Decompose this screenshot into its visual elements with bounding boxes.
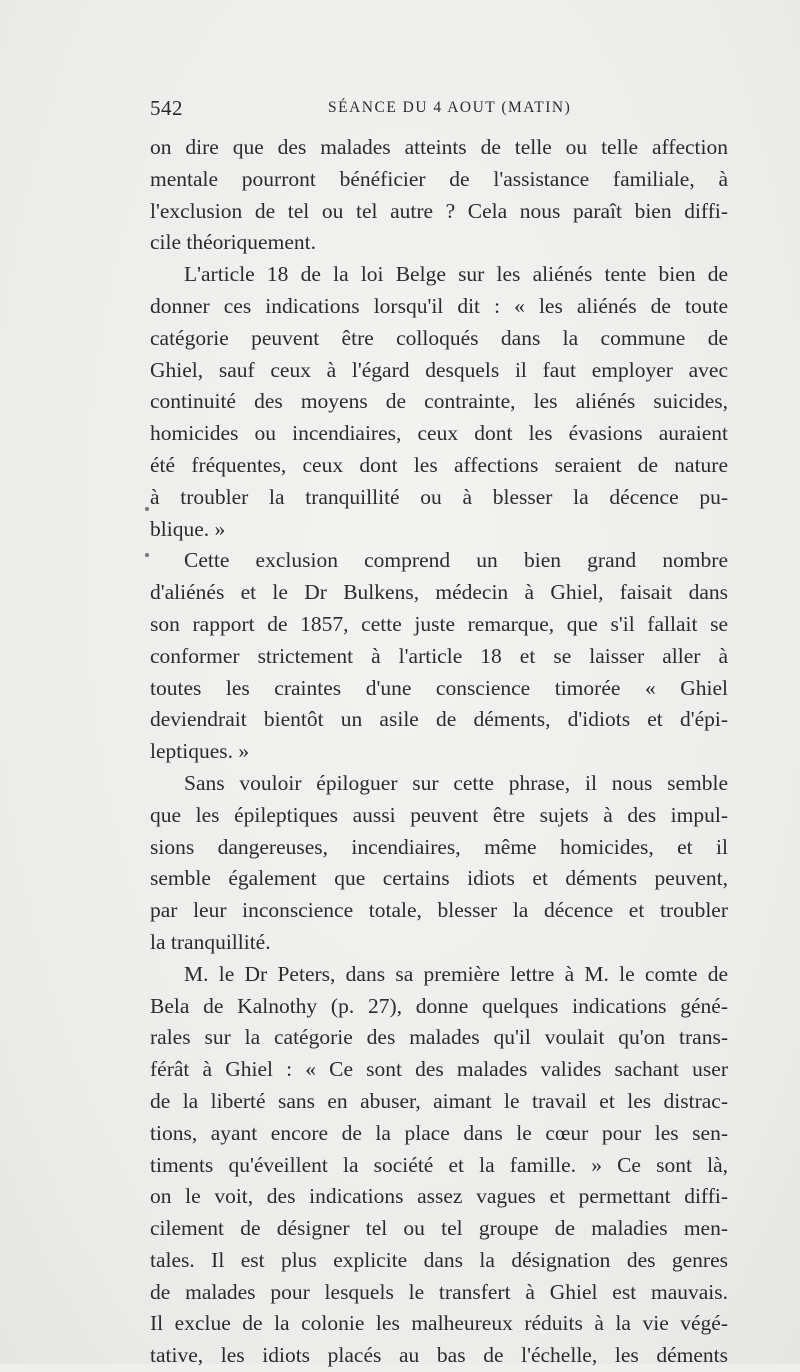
text-line: blique. »: [150, 516, 226, 541]
text-line: Il exclue de la colonie les malheureux réduits à la vie végé-: [150, 1311, 728, 1336]
text-line: deviendrait bientôt un asile de déments, d'idiots et d'épi-: [150, 707, 728, 732]
text-line: donner ces indications lorsqu'il dit : « les aliénés de toute: [150, 293, 728, 318]
text-line: toutes les craintes d'une conscience timorée « Ghiel: [150, 675, 728, 700]
text-line: Ghiel, sauf ceux à l'égard desquels il faut employer avec: [150, 357, 728, 382]
text-line: M. le Dr Peters, dans sa première lettre à M. le comte de: [184, 961, 728, 986]
margin-speck: [145, 507, 149, 511]
text-line: à troubler la tranquillité ou à blesser la décence pu-: [150, 484, 728, 509]
text-line: que les épileptiques aussi peuvent être sujets à des impul-: [150, 802, 728, 827]
text-line: été fréquentes, ceux dont les affections seraient de nature: [150, 452, 728, 477]
text-line: on dire que des malades atteints de telle ou telle affection: [150, 135, 728, 159]
running-head: [150, 96, 726, 122]
text-line: l'exclusion de tel ou tel autre ? Cela nous paraît bien diffi-: [150, 198, 728, 223]
text-line: son rapport de 1857, cette juste remarque, que s'il fallait se: [150, 611, 728, 636]
text-line: Cette exclusion comprend un bien grand nombre: [184, 548, 728, 573]
text-line: férât à Ghiel : « Ce sont des malades valides sachant user: [150, 1057, 728, 1082]
page-number: 542: [150, 96, 183, 120]
text-line: on le voit, des indications assez vagues et permettant diffi-: [150, 1184, 728, 1209]
text-line: la tranquillité.: [150, 929, 271, 954]
text-line: cile théoriquement.: [150, 230, 316, 255]
text-line: mentale pourront bénéficier de l'assistance familiale, à: [150, 166, 728, 191]
body-text: [150, 132, 728, 1372]
text-line: de malades pour lesquels le transfert à Ghiel est mauvais.: [150, 1279, 728, 1304]
text-line: de la liberté sans en abuser, aimant le travail et les distrac-: [150, 1088, 728, 1113]
text-line: Bela de Kalnothy (p. 27), donne quelques indications géné-: [150, 993, 728, 1018]
margin-speck: [145, 553, 149, 557]
text-line: tales. Il est plus explicite dans la désignation des genres: [150, 1247, 728, 1272]
text-line: timents qu'éveillent la société et la famille. » Ce sont là,: [150, 1152, 728, 1177]
text-line: catégorie peuvent être colloqués dans la commune de: [150, 325, 728, 350]
text-line: L'article 18 de la loi Belge sur les aliénés tente bien de: [184, 262, 728, 287]
text-line: d'aliénés et le Dr Bulkens, médecin à Ghiel, faisait dans: [150, 580, 728, 605]
text-line: tative, les idiots placés au bas de l'échelle, les déments: [150, 1343, 728, 1368]
text-line: cilement de désigner tel ou tel groupe de maladies men-: [150, 1216, 728, 1241]
text-line: conformer strictement à l'article 18 et se laisser aller à: [150, 643, 728, 668]
text-line: semble également que certains idiots et déments peuvent,: [150, 866, 728, 891]
text-line: leptiques. »: [150, 739, 250, 764]
text-line: sions dangereuses, incendiaires, même homicides, et il: [150, 834, 728, 859]
text-line: continuité des moyens de contrainte, les aliénés suicides,: [150, 389, 728, 414]
text-line: rales sur la catégorie des malades qu'il voulait qu'on trans-: [150, 1025, 728, 1050]
text-line: homicides ou incendiaires, ceux dont les évasions auraient: [150, 421, 728, 446]
text-line: par leur inconscience totale, blesser la décence et troubler: [150, 898, 728, 923]
text-line: tions, ayant encore de la place dans le cœur pour les sen-: [150, 1120, 728, 1145]
running-title: SÉANCE DU 4 AOUT (MATIN): [328, 99, 572, 116]
text-line: Sans vouloir épiloguer sur cette phrase, il nous semble: [184, 770, 728, 795]
